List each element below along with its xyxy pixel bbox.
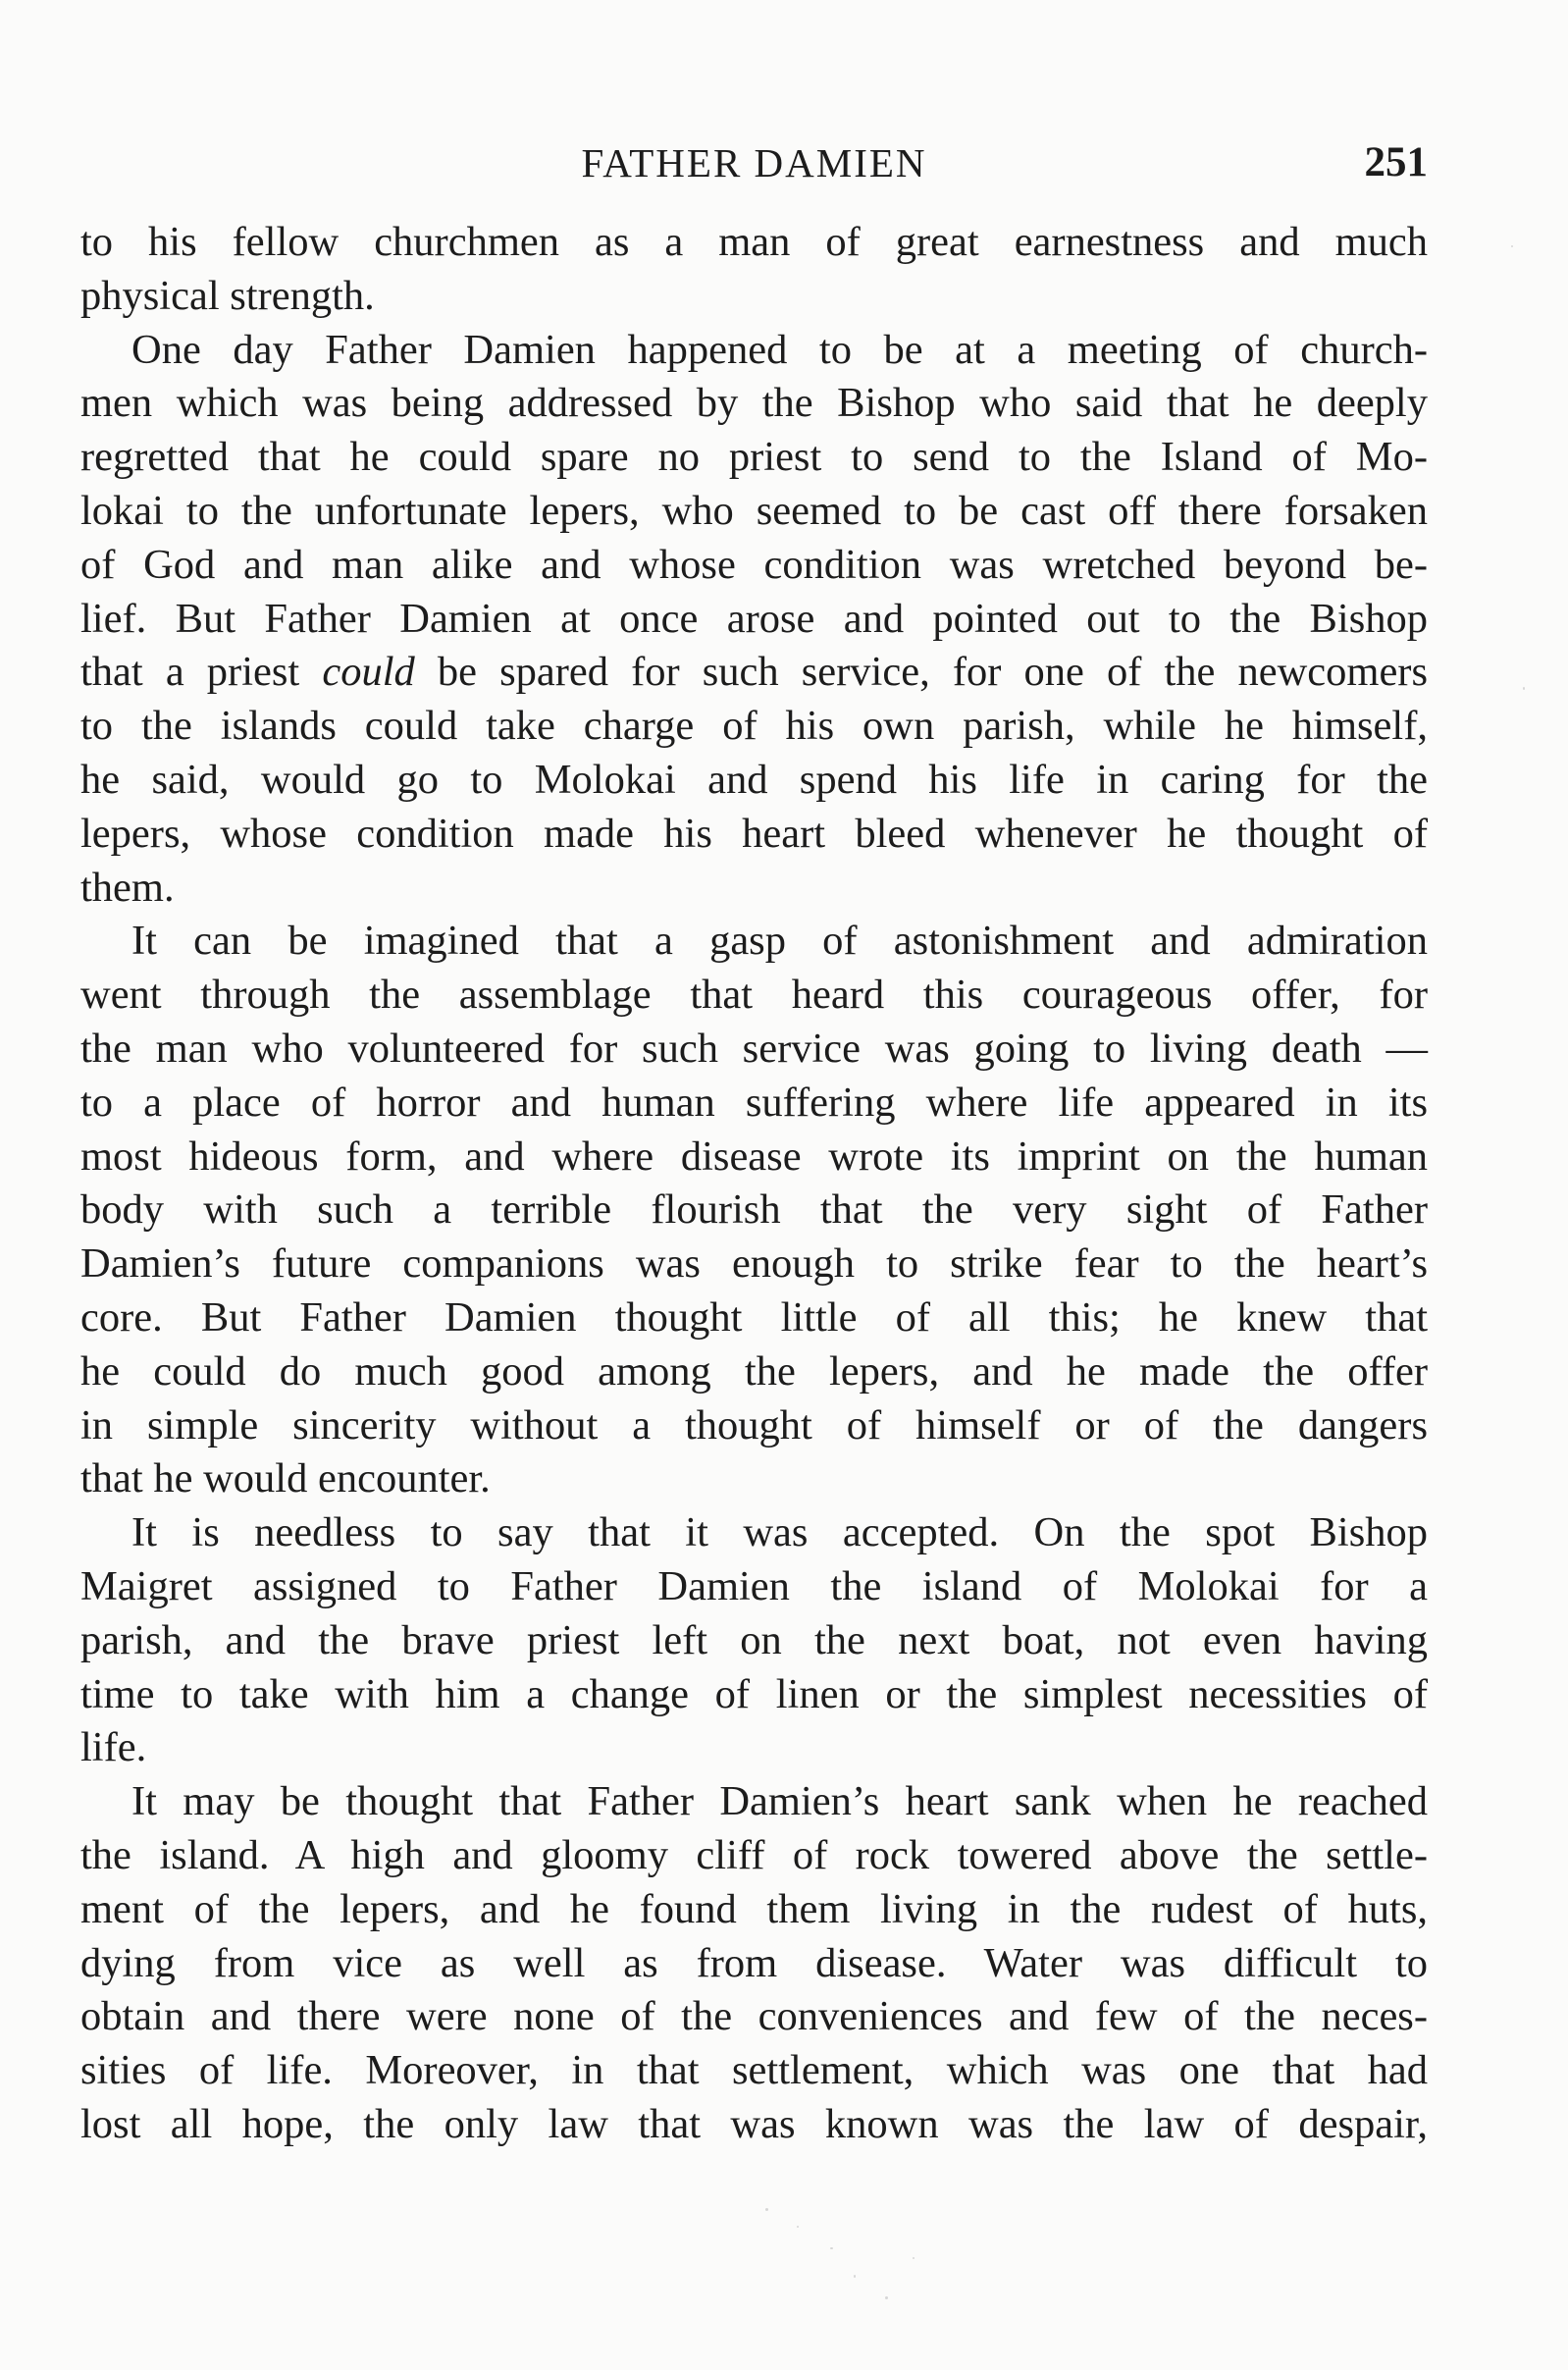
text-line: that he would encounter.	[80, 1455, 491, 1502]
text-line: ment of the lepers, and he found them living in the rudest of huts,	[80, 1885, 1428, 1932]
scan-speck	[854, 2275, 856, 2278]
text-line: the man who volunteered for such service was going to living death —	[80, 1025, 1428, 1072]
text-line: to his fellow churchmen as a man of great earnestness and much	[80, 219, 1428, 265]
text-line	[80, 646, 1428, 700]
text-line: he said, would go to Molokai and spend his life in caring for the	[80, 756, 1428, 803]
scan-speck	[765, 2208, 768, 2211]
text-line: lokai to the unfortunate lepers, who seemed to be cast off there forsaken	[80, 487, 1428, 534]
text-line: life.	[80, 1724, 147, 1771]
text-line: in simple sincerity without a thought of himself or of the dangers	[80, 1401, 1428, 1448]
text-line: went through the assemblage that heard this courageous offer, for	[80, 972, 1428, 1019]
text-line: physical strength.	[80, 272, 375, 319]
text-line: It can be imagined that a gasp of astonishment and admiration	[131, 918, 1428, 965]
text-line: Maigret assigned to Father Damien the island of Molokai for a	[80, 1562, 1428, 1609]
scan-speck	[797, 2226, 799, 2228]
text-line: One day Father Damien happened to be at a meeting of church-	[131, 326, 1428, 373]
text-line: Damien’s future companions was enough to strike fear to the heart’s	[80, 1240, 1428, 1288]
text-line: to the islands could take charge of his own parish, while he himself,	[80, 703, 1428, 750]
text-line: dying from vice as well as from disease. Water was difficult to	[80, 1939, 1428, 1986]
emphasis-text: could	[322, 649, 415, 696]
text-line: sities of life. Moreover, in that settlement, which was one that had	[80, 2047, 1428, 2094]
text-line: lepers, whose condition made his heart bleed whenever he thought of	[80, 810, 1428, 857]
text-line: to a place of horror and human suffering where life appeared in its	[80, 1079, 1428, 1126]
text-line: time to take with him a change of linen or the simplest necessities of	[80, 1670, 1428, 1717]
scan-speck	[830, 2247, 833, 2249]
text-segment: that a priest	[80, 649, 323, 696]
text-line: It may be thought that Father Damien’s heart sank when he reached	[131, 1778, 1428, 1825]
text-line: body with such a terrible flourish that the very sight of Father	[80, 1186, 1428, 1234]
scan-speck	[913, 2257, 915, 2259]
text-line: the island. A high and gloomy cliff of rock towered above the settle-	[80, 1831, 1428, 1878]
text-line: he could do much good among the lepers, and he made the offer	[80, 1347, 1428, 1395]
text-line: lief. But Father Damien at once arose and pointed out to the Bishop	[80, 595, 1428, 642]
running-head	[80, 133, 1428, 192]
text-line: obtain and there were none of the conveniences and few of the neces-	[80, 1993, 1428, 2040]
text-line: regretted that he could spare no priest to send to the Island of Mo-	[80, 434, 1428, 481]
text-segment: be spared for such service, for one of the newcomers	[414, 649, 1429, 696]
text-line: lost all hope, the only law that was known was the law of despair,	[80, 2100, 1428, 2147]
text-line: them.	[80, 864, 175, 911]
page-number: 251	[1364, 139, 1428, 185]
body-text	[80, 216, 1428, 2152]
text-line: parish, and the brave priest left on the next boat, not even having	[80, 1616, 1428, 1663]
text-line: core. But Father Damien thought little of all this; he knew that	[80, 1293, 1428, 1341]
text-line: It is needless to say that it was accepted. On the spot Bishop	[131, 1509, 1428, 1556]
scan-speck	[1511, 245, 1513, 247]
scan-speck	[885, 2296, 888, 2299]
chapter-title: FATHER DAMIEN	[581, 140, 927, 185]
text-line: most hideous form, and where disease wrote its imprint on the human	[80, 1132, 1428, 1180]
text-line: of God and man alike and whose condition was wretched beyond be-	[80, 541, 1428, 588]
text-line: men which was being addressed by the Bishop who said that he deeply	[80, 380, 1428, 427]
scan-speck	[1523, 687, 1525, 690]
